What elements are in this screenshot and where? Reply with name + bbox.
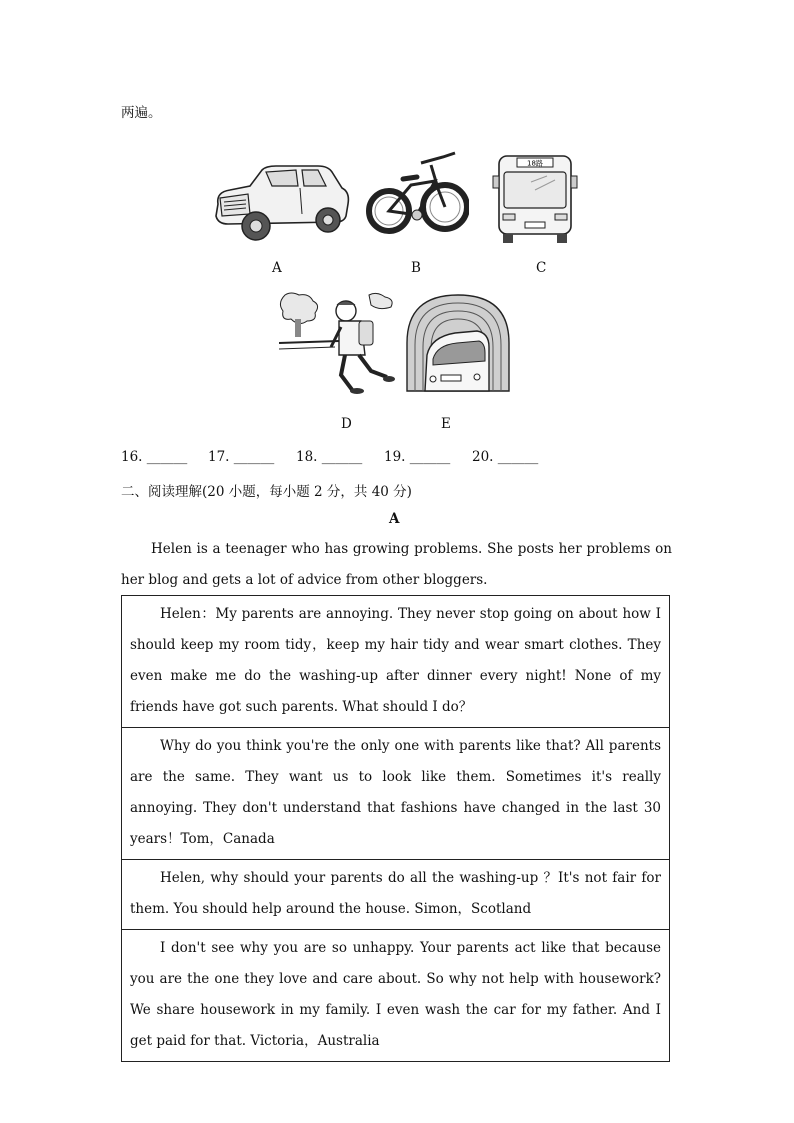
answer-blank-20: 20. ______ [472,449,539,465]
answer-blank-18: 18. ______ [296,449,363,465]
passage-letter: A [389,511,400,527]
section-heading: 二、阅读理解(20 小题，每小题 2 分，共 40 分) [121,484,412,500]
post-helen: Helen：My parents are annoying. They never stop going on about how I should keep my room tidy，keep my hair tidy and wear smart clothes. They even make me do the washing-up after dinner every night! None of my friends have got such parents. What should I do？ [122,596,670,728]
post-row [122,860,670,930]
post-row [122,930,670,1062]
post-simon: Helen, why should your parents do all the washing-up ？It's not fair for them. You should help around the house. Simon，Scotland [122,860,670,930]
picture-label-c: C [536,260,547,276]
picture-label-e: E [441,416,451,432]
post-row [122,728,670,860]
walking-boy-icon [279,291,395,399]
subway-train-icon [405,293,511,393]
bicycle-icon [365,145,469,245]
post-tom: Why do you think you're the only one with parents like that? All parents are the same. They want us to look like them. Sometimes it's really annoying. They don't understand that fashions have changed in the last 30 years！Tom，Canada [122,728,670,860]
answer-blank-17: 17. ______ [208,449,275,465]
bus-sign: 18路 [527,159,543,168]
post-row [122,596,670,728]
intro-line: 两遍。 [121,105,162,121]
bus-icon [491,152,579,246]
car-icon [210,162,352,246]
answer-blank-16: 16. ______ [121,449,188,465]
intro-paragraph: Helen is a teenager who has growing problems. She posts her problems on her blog and gets a lot of advice from other bloggers. [121,541,672,588]
picture-label-b: B [411,260,421,276]
post-victoria: I don't see why you are so unhappy. Your parents act like that because you are the one they love and care about. So why not help with housework? We share housework in my family. I even wash the car for my father. And I get paid for that. Victoria，Australia [122,930,670,1062]
picture-label-d: D [341,416,352,432]
picture-label-a: A [272,260,282,276]
advice-table [121,595,670,1062]
answer-blank-19: 19. ______ [384,449,451,465]
